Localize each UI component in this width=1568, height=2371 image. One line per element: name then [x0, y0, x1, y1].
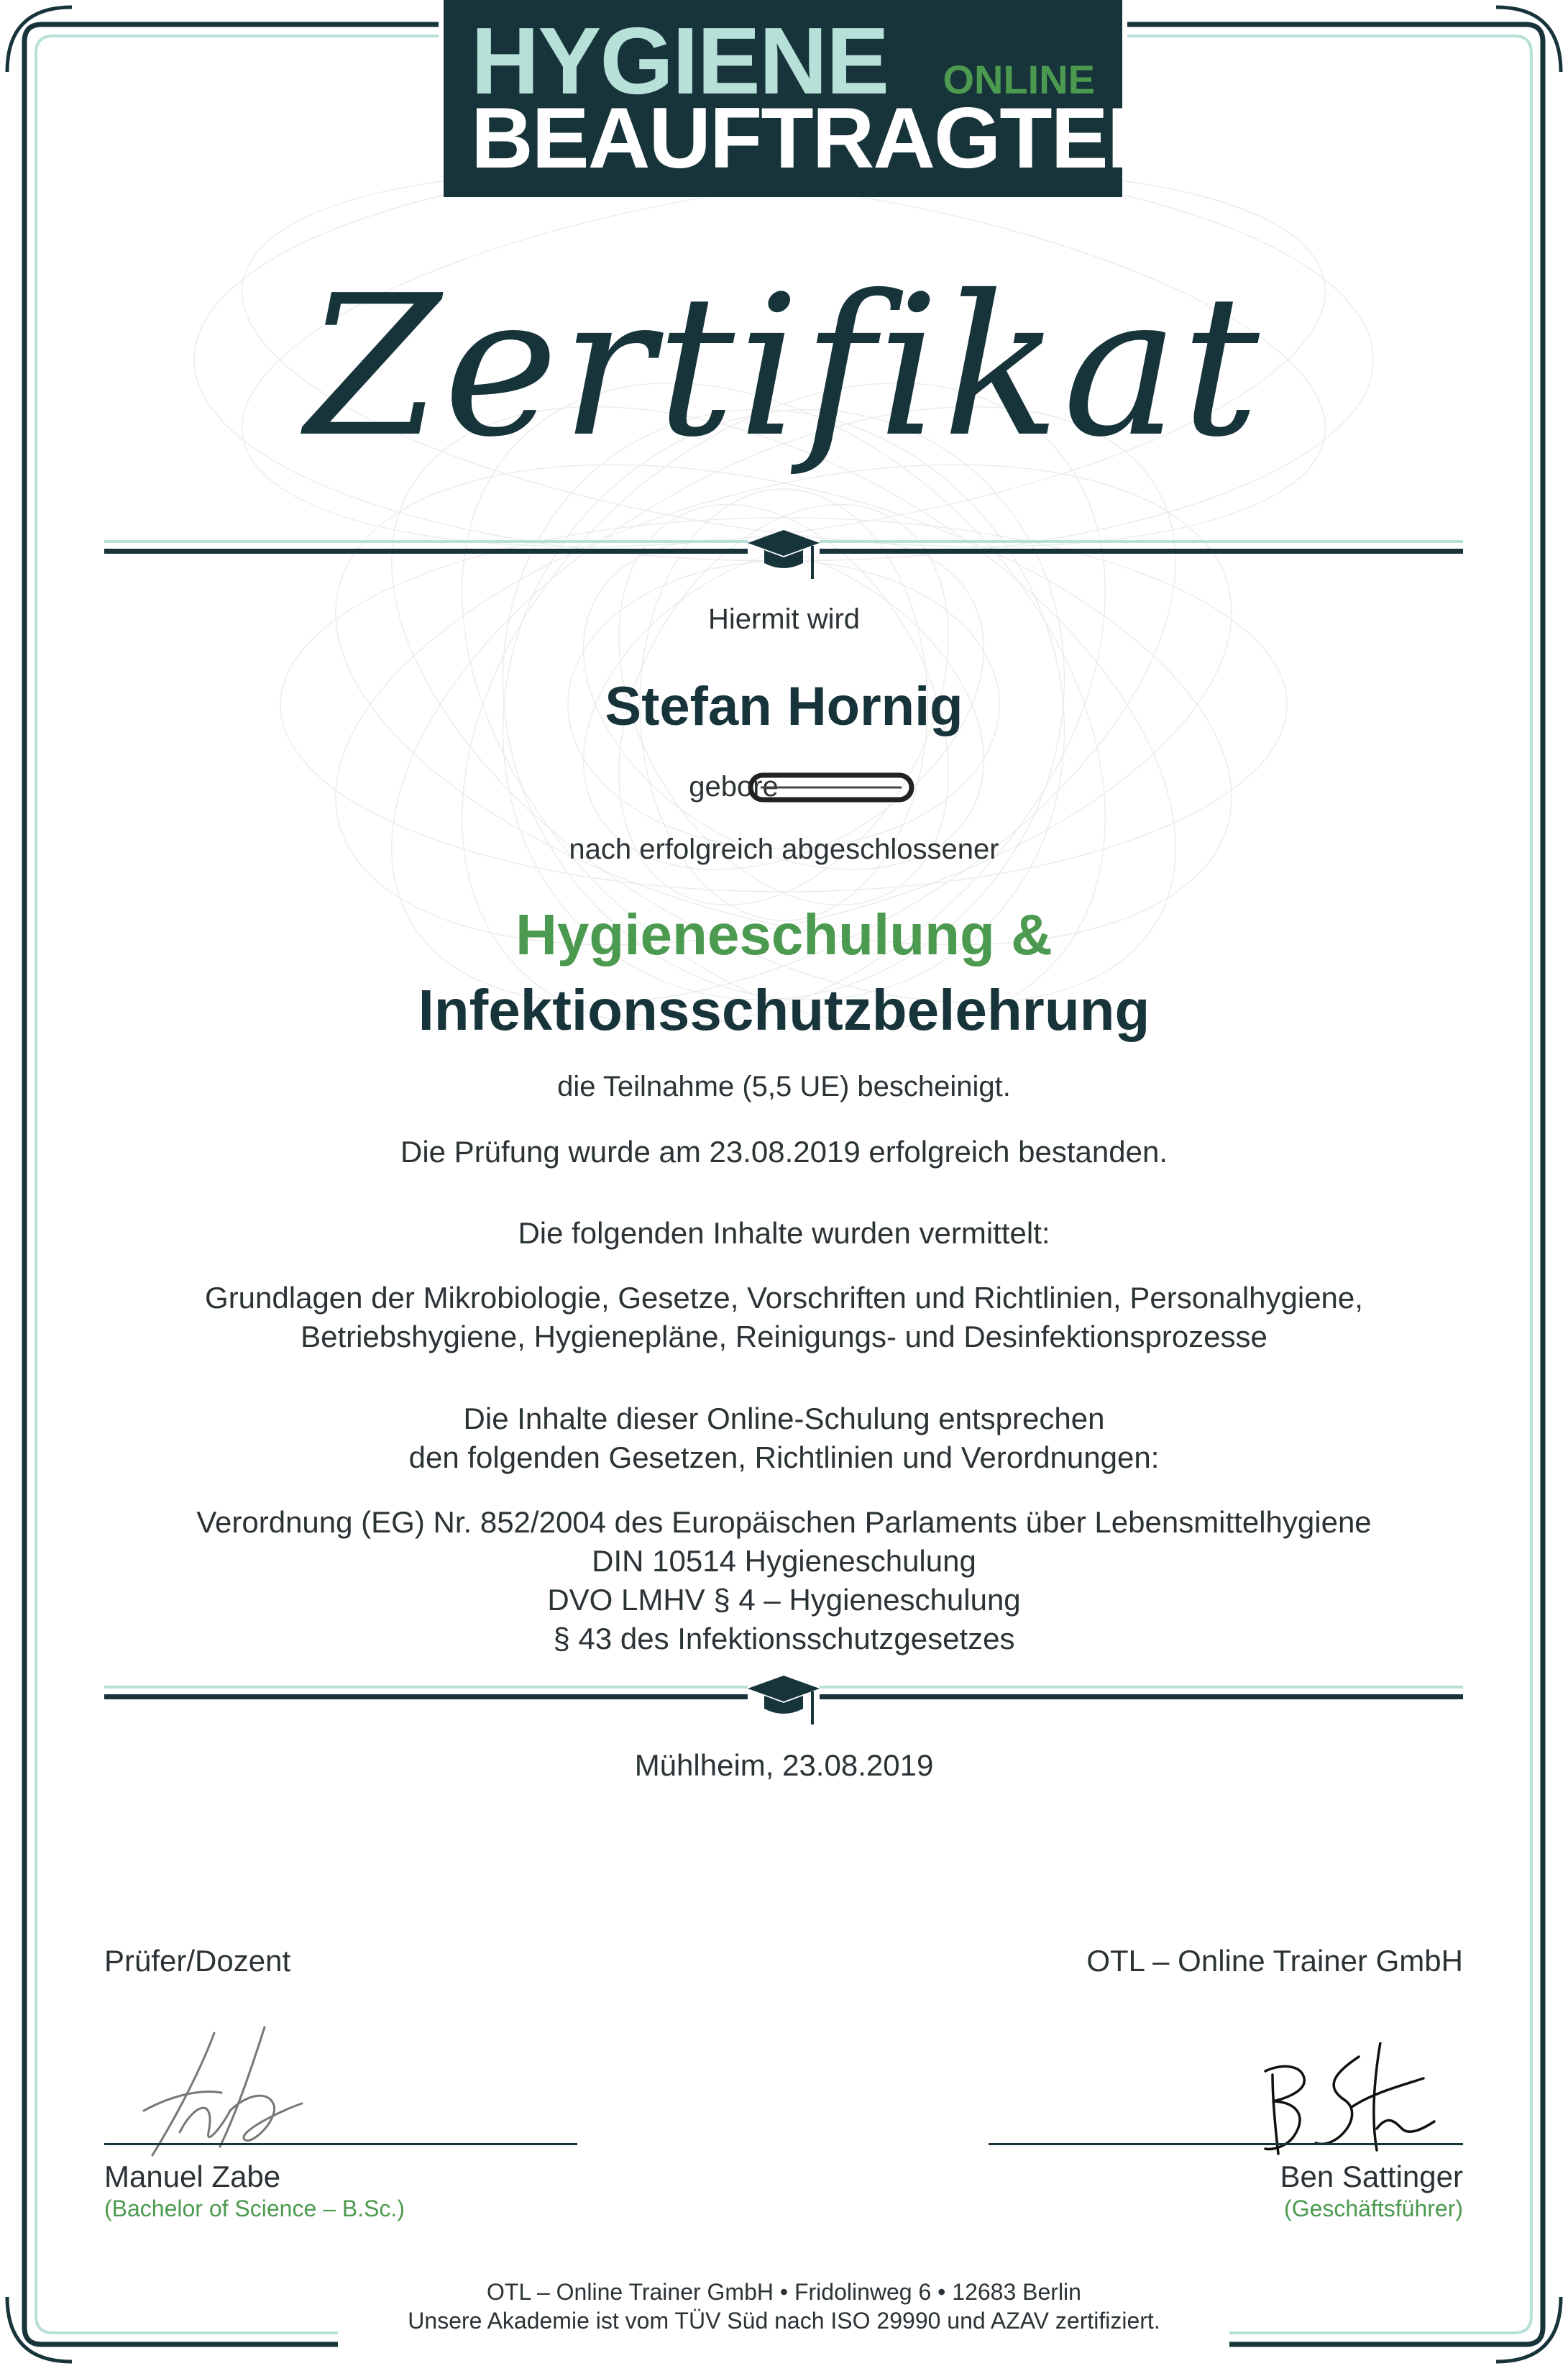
law-item: § 43 des Infektionsschutzgesetzes [553, 1622, 1015, 1655]
contents-line-1: Grundlagen der Mikrobiologie, Gesetze, Vorschriften und Richtlinien, Personalhygiene, [205, 1281, 1363, 1315]
hygiene-logo [444, 0, 1168, 197]
examiner-label: Prüfer/Dozent [104, 1944, 291, 1978]
director-signature [1251, 2042, 1438, 2157]
laws-heading-line-2: den folgenden Gesetzen, Richtlinien und Verordnungen: [408, 1440, 1160, 1474]
examiner-name: Manuel Zabe [104, 2160, 281, 2193]
contents-line-2: Betriebshygiene, Hygienepläne, Reinigungs- und Desinfektionsprozesse [301, 1320, 1267, 1353]
divider-bottom [104, 1668, 1463, 1733]
director-name: Ben Sattinger [1280, 2160, 1463, 2193]
examiner-role: (Bachelor of Science – B.Sc.) [104, 2196, 405, 2221]
director-role: (Geschäftsführer) [1284, 2196, 1463, 2221]
born-prefix: gebore [689, 771, 779, 803]
law-item: Verordnung (EG) Nr. 852/2004 des Europäischen Parlaments über Lebensmittelhygiene [196, 1505, 1372, 1539]
graduation-cap-icon [748, 530, 820, 579]
completion-text: nach erfolgreich abgeschlossener [569, 833, 999, 865]
course-title-line-2: Infektionsschutzbelehrung [418, 978, 1150, 1042]
redaction-mark [748, 771, 914, 804]
divider-top [104, 523, 1463, 588]
intro-text: Hiermit wird [707, 603, 861, 635]
graduation-cap-icon [748, 1676, 820, 1724]
laws-heading-line-1: Die Inhalte dieser Online-Schulung entsprechen [463, 1402, 1105, 1435]
contents-heading: Die folgenden Inhalte wurden vermittelt: [518, 1216, 1050, 1250]
law-item: DVO LMHV § 4 – Hygieneschulung [547, 1583, 1021, 1617]
place-date: Mühlheim, 23.08.2019 [634, 1748, 934, 1782]
recipient-name: Stefan Hornig [605, 676, 963, 737]
footer-address: OTL – Online Trainer GmbH • Fridolinweg 6 • 12683 Berlin [487, 2279, 1081, 2305]
course-title-line-1: Hygieneschulung & [515, 903, 1053, 967]
examiner-signature [137, 2024, 309, 2161]
logo-line-2: BEAUFTRAGTER [471, 90, 1168, 186]
company-label: OTL – Online Trainer GmbH [1086, 1944, 1463, 1978]
logo-online-tag: ONLINE [943, 57, 1095, 102]
exam-text: Die Prüfung wurde am 23.08.2019 erfolgreich bestanden. [400, 1135, 1168, 1169]
director-signature-line [989, 2143, 1463, 2145]
examiner-signature-line [104, 2143, 577, 2145]
law-item: DIN 10514 Hygieneschulung [592, 1544, 976, 1578]
participation-text: die Teilnahme (5,5 UE) bescheinigt. [557, 1071, 1011, 1102]
certificate-title: Zertifikat [306, 253, 1262, 480]
logo-line-1: HYGIENE [471, 8, 889, 114]
footer-accreditation: Unsere Akademie ist vom TÜV Süd nach ISO 29990 und AZAV zertifiziert. [408, 2308, 1160, 2334]
